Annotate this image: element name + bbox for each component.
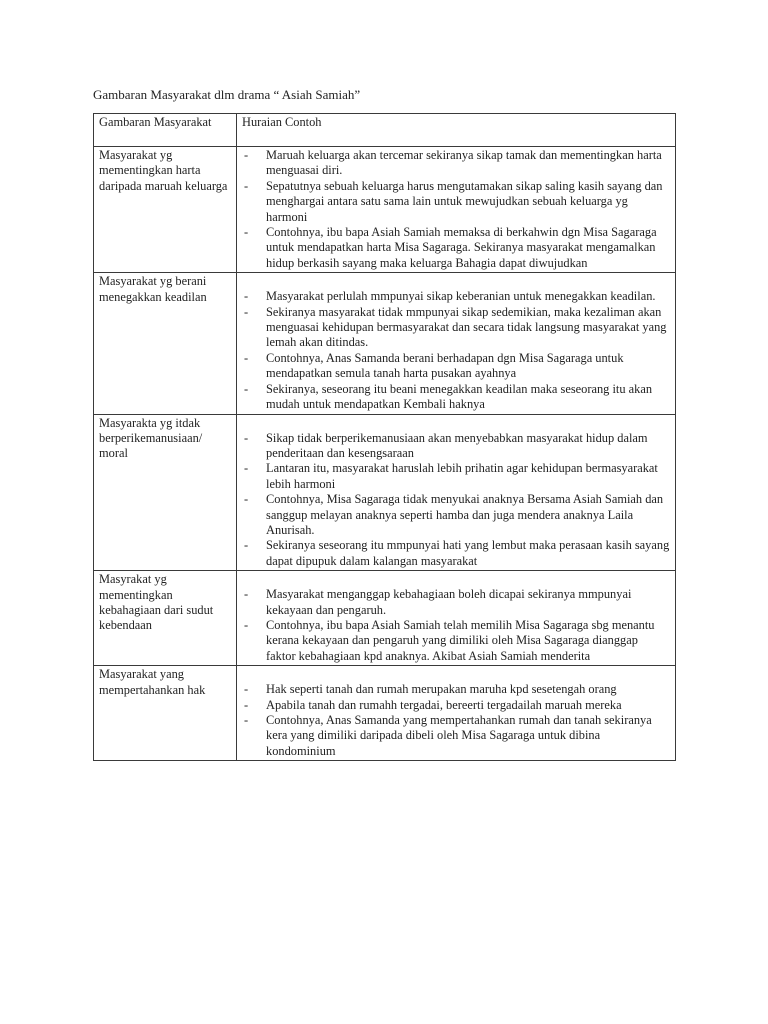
list-item [242, 461, 670, 492]
dash-bullet: - [244, 225, 249, 240]
dash-bullet: - [244, 538, 249, 553]
row-description [237, 571, 676, 666]
row-description [237, 147, 676, 273]
row-label: Masyrakat yg mementingkan kebahagiaan dari sudut kebendaan [94, 571, 237, 666]
list-item-text: Sekiranya seseorang itu mmpunyai hati yang lembut maka perasaan kasih sayang dapat dipupuk dalam kalangan masyarakat [266, 538, 670, 568]
dash-bullet: - [244, 289, 249, 304]
dash-bullet: - [244, 713, 249, 727]
list-item [242, 698, 670, 713]
list-item-text: Contohnya, Anas Samanda yang mempertahankan rumah dan tanah sekiranya kera yang dimiliki daripada dibeli oleh Misa Sagaraga untuk dibina kondominium [266, 713, 652, 758]
list-item-text: Apabila tanah dan rumahh tergadai, bereerti tergadailah maruah mereka [266, 697, 622, 712]
row-description [237, 414, 676, 571]
list-item [242, 618, 670, 664]
bullet-list [242, 431, 670, 570]
dash-bullet: - [244, 304, 249, 319]
page-title: Gambaran Masyarakat dlm drama “ Asiah Samiah” [93, 87, 361, 102]
list-item-text: Contohnya, Misa Sagaraga tidak menyukai anaknya Bersama Asiah Samiah dan sanggup melayan anaknya seperti hamba dan juga mendera anaknya Laila Anurisah. [266, 492, 664, 537]
list-item-text: Sepatutnya sebuah keluarga harus mengutamakan sikap saling kasih sayang dan menghargai antara satu sama lain untuk mewujudkan sebuah keluarga yg harmoni [266, 178, 663, 224]
dash-bullet: - [244, 697, 249, 712]
list-item [242, 382, 670, 413]
dash-bullet: - [244, 682, 249, 697]
row-description [237, 666, 676, 761]
list-item-text: Hak seperti tanah dan rumah merupakan maruha kpd sesetengah orang [266, 682, 617, 697]
dash-bullet: - [244, 492, 249, 507]
spacer [242, 274, 670, 289]
list-item [242, 351, 670, 382]
table-header-row [94, 114, 676, 147]
dash-bullet: - [244, 350, 249, 365]
dash-bullet: - [244, 430, 249, 445]
bullet-list [242, 289, 670, 412]
table-row [94, 147, 676, 273]
list-item [242, 682, 670, 697]
list-item-text: Lantaran itu, masyarakat haruslah lebih prihatin agar kehidupan bermasyarakat lebih harmoni [266, 461, 658, 491]
list-item [242, 148, 670, 179]
list-item [242, 305, 670, 351]
bullet-list [242, 587, 670, 664]
table-row [94, 414, 676, 571]
dash-bullet: - [244, 587, 249, 602]
table-row [94, 666, 676, 761]
table-row [94, 571, 676, 666]
list-item-text: Maruah keluarga akan tercemar sekiranya sikap tamak dan mementingkan harta menguasai diri. [266, 148, 662, 178]
description-table [93, 113, 676, 761]
bullet-list [242, 682, 670, 759]
list-item-text: Masyarakat perlulah mmpunyai sikap keberanian untuk menegakkan keadilan. [266, 289, 656, 304]
list-item [242, 431, 670, 462]
list-item-text: Contohnya, ibu bapa Asiah Samiah memaksa di berkahwin dgn Misa Sagaraga untuk mendapatkan harta Misa Sagaraga. Sekiranya masyarakat mengamalkan hidup berkasih sayang maka keluarga Bahagia dapat diwujudkan [266, 225, 657, 270]
dash-bullet: - [244, 178, 249, 193]
row-label: Masyarakat yg berani menegakkan keadilan [94, 273, 237, 414]
table-row [94, 273, 676, 414]
header-huraian: Huraian Contoh [237, 114, 676, 147]
list-item [242, 225, 670, 271]
list-item-text: Sekiranya, seseorang itu beani menegakkan keadilan maka seseorang itu akan mudah untuk mendapatkan Kembali haknya [266, 381, 653, 412]
list-item-text: Contohnya, ibu bapa Asiah Samiah telah memilih Misa Sagaraga sbg menantu kerana kekayaan dan pengaruh yang dimiliki oleh Misa Sagaraga dianggap faktor kebahagiaan kpd anaknya. Akibat Asiah Samiah menderita [266, 617, 655, 663]
dash-bullet: - [244, 617, 249, 632]
row-label: Masyarakat yang mempertahankan hak [94, 666, 237, 761]
list-item [242, 713, 670, 759]
list-item [242, 538, 670, 569]
list-item-text: Sekiranya masyarakat tidak mmpunyai sikap sedemikian, maka kezaliman akan menguasai kehidupan bermasyarakat dan secara tidak langsung masyarakat yang lemah akan ditindas. [266, 304, 667, 350]
dash-bullet: - [244, 148, 249, 162]
row-label: Masyarakat yg mementingkan harta daripada maruah keluarga [94, 147, 237, 273]
spacer [242, 416, 670, 431]
row-label: Masyarakta yg itdak berperikemanusiaan/ moral [94, 414, 237, 571]
list-item [242, 289, 670, 304]
list-item-text: Masyarakat menganggap kebahagiaan boleh dicapai sekiranya mmpunyai kekayaan dan pengaruh. [266, 587, 632, 617]
spacer [242, 572, 670, 587]
dash-bullet: - [244, 381, 249, 396]
header-gambaran: Gambaran Masyarakat [94, 114, 237, 147]
dash-bullet: - [244, 461, 249, 476]
row-description [237, 273, 676, 414]
list-item-text: Contohnya, Anas Samanda berani berhadapan dgn Misa Sagaraga untuk mendapatkan semula tanah harta pusakan ayahnya [266, 350, 624, 381]
bullet-list [242, 148, 670, 271]
spacer [242, 667, 670, 682]
list-item [242, 587, 670, 618]
list-item [242, 179, 670, 225]
list-item-text: Sikap tidak berperikemanusiaan akan menyebabkan masyarakat hidup dalam penderitaan dan kesengsaraan [266, 430, 648, 460]
list-item [242, 492, 670, 538]
